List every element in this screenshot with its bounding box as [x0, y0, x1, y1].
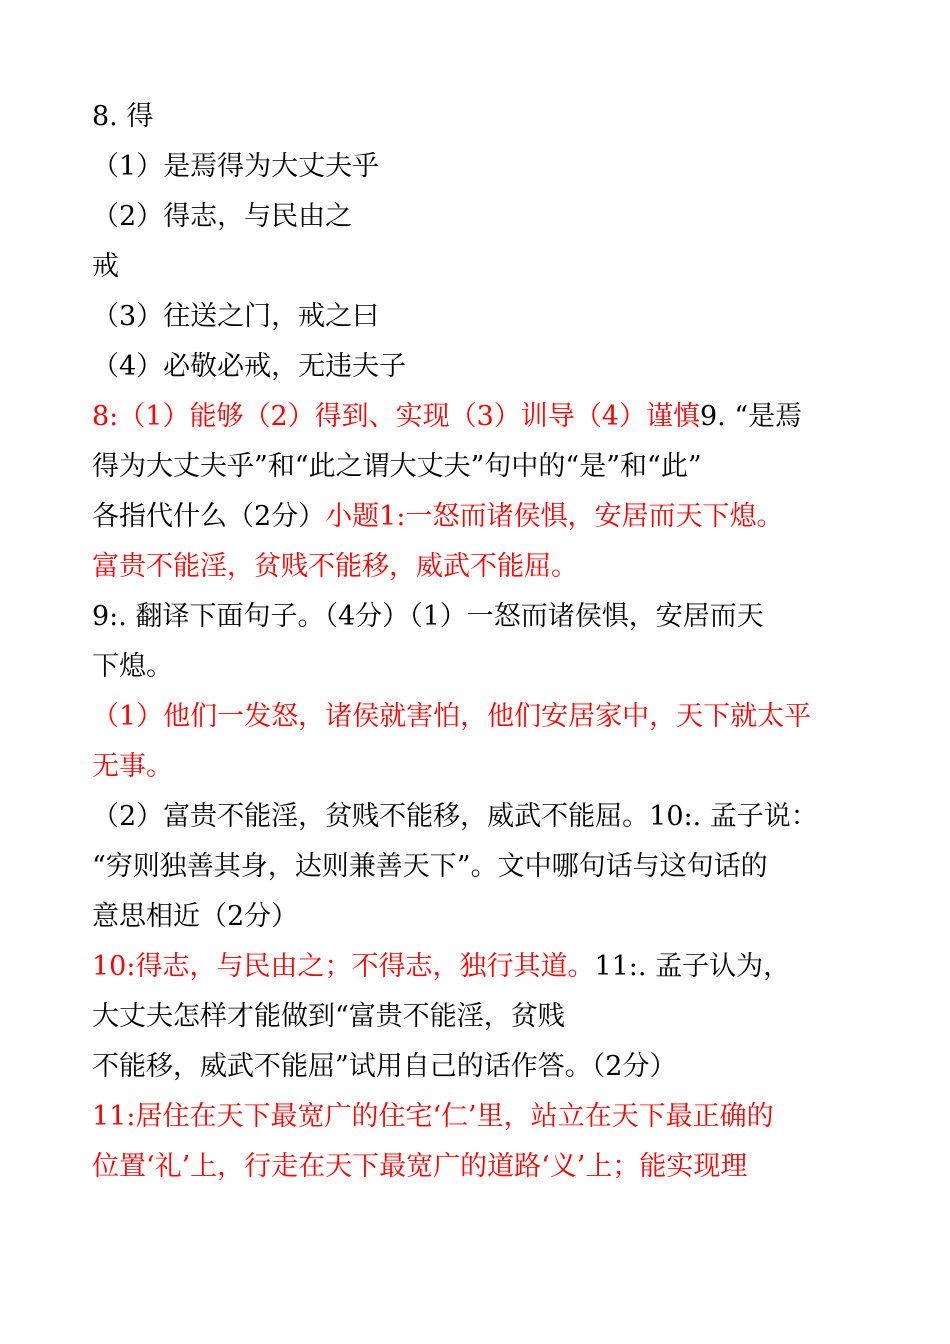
question-text: 下熄。: [92, 651, 173, 682]
question-text: 意思相近（2分）: [92, 901, 299, 932]
question-text: 大丈夫怎样才能做到“富贵不能淫，贫贱: [92, 1001, 565, 1032]
text-line: [92, 1092, 862, 1142]
answer-text: 小题1:一怒而诸侯惧，安居而天下熄。: [325, 501, 784, 532]
question-text: 8. 得: [92, 101, 154, 132]
text-line: [92, 1142, 862, 1192]
text-line: [92, 142, 862, 192]
text-line: [92, 342, 862, 392]
question-text: （2）富贵不能淫，贫贱不能移，威武不能屈。10:. 孟子说：: [92, 801, 818, 832]
question-text: 11:. 孟子认为，: [594, 951, 791, 982]
text-line: [92, 542, 862, 592]
answer-text: 8:（1）能够（2）得到、实现（3）训导（4）谨慎: [92, 401, 700, 432]
text-line: [92, 442, 862, 492]
document-page: [92, 92, 862, 1192]
text-line: [92, 892, 862, 942]
question-text: 得为大丈夫乎”和“此之谓大丈夫”句中的“是”和“此”: [92, 451, 702, 482]
question-text: 不能移，威武不能屈”试用自己的话作答。（2分）: [92, 1051, 677, 1082]
answer-text: （1）他们一发怒，诸侯就害怕，他们安居家中，天下就太平: [92, 701, 812, 732]
question-text: （3）往送之门，戒之曰: [92, 301, 380, 332]
answer-text: 富贵不能淫，贫贱不能移，威武不能屈。: [92, 551, 578, 582]
text-line: [92, 1042, 862, 1092]
text-line: [92, 292, 862, 342]
question-text: “穷则独善其身，达则兼善天下”。文中哪句话与这句话的: [92, 851, 768, 882]
text-line: [92, 492, 862, 542]
text-line: [92, 392, 862, 442]
text-line: [92, 942, 862, 992]
question-text: （4）必敬必戒，无违夫子: [92, 351, 407, 382]
question-text: （1）是焉得为大丈夫乎: [92, 151, 380, 182]
text-line: [92, 792, 862, 842]
text-line: [92, 742, 862, 792]
text-line: [92, 842, 862, 892]
question-text: 各指代什么（2分）: [92, 501, 326, 532]
question-text: 9:. 翻译下面句子。（4分）（1）一怒而诸侯惧，安居而天: [92, 601, 764, 632]
text-line: [92, 592, 862, 642]
question-text: 戒: [92, 251, 119, 282]
answer-text: 11:居住在天下最宽广的住宅‘仁’里，站立在天下最正确的: [92, 1101, 774, 1132]
text-line: [92, 992, 862, 1042]
answer-text: 无事。: [92, 751, 173, 782]
question-text: 9. “是焉: [700, 401, 803, 432]
answer-text: 10:得志，与民由之；不得志，独行其道。: [92, 951, 595, 982]
text-line: [92, 192, 862, 242]
question-text: （2）得志，与民由之: [92, 201, 353, 232]
answer-text: 位置‘礼’上，行走在天下最宽广的道路‘义’上；能实现理: [92, 1151, 748, 1182]
text-line: [92, 692, 862, 742]
text-line: [92, 92, 862, 142]
text-line: [92, 642, 862, 692]
text-line: [92, 242, 862, 292]
